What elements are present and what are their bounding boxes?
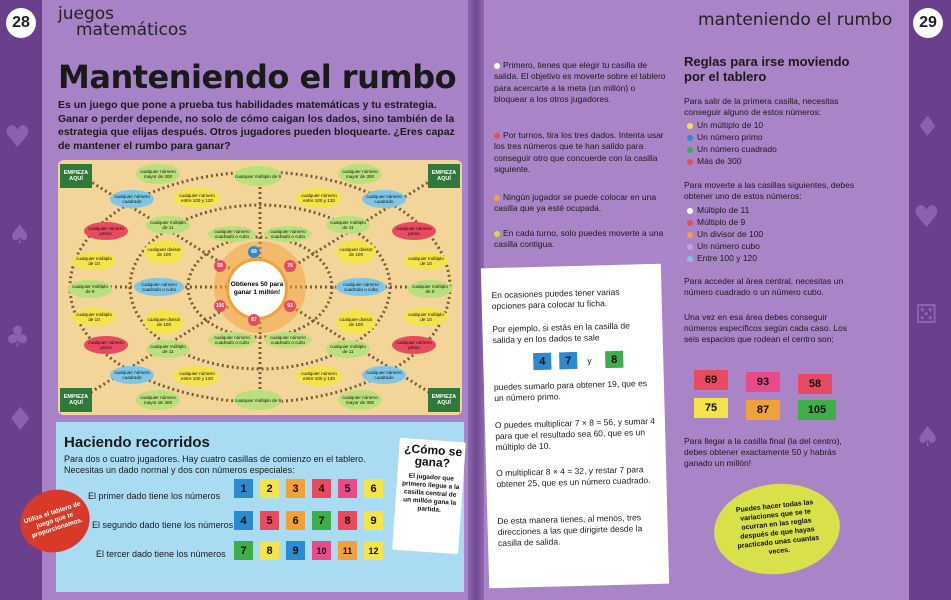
- board-cell: cualquier divisor de 100: [336, 240, 376, 264]
- bullet-dot-icon: [687, 220, 693, 226]
- bullet-item: Ningún jugador se puede colocar en una casilla que ya esté ocupada.: [494, 192, 657, 214]
- rules-list-item: Un múltiplo de 10: [687, 120, 763, 131]
- board-cell: cualquier número cuadrado o cubo: [336, 278, 386, 296]
- board-cell: cualquier divisor de 100: [144, 310, 184, 334]
- die-face: 4: [234, 511, 253, 530]
- board-cell: cualquier divisor de 100: [144, 240, 184, 264]
- board-cell: cualquier número primo: [84, 222, 128, 240]
- die-label-3: El tercer dado tiene los números: [96, 549, 226, 559]
- bullet-dot-icon: [687, 232, 693, 238]
- rules-paragraph: Para llegar a la casilla final (la del centro), debes obtener exactamente 50 y habrás ganado un millón!: [684, 436, 842, 468]
- die-face: 3: [286, 479, 305, 498]
- page-number-right: 29: [913, 8, 943, 38]
- board-cell: cualquier número entre 100 y 120: [296, 366, 342, 386]
- bullet-item: Por turnos, tira los tres dados. Intenta usar los tres números que te han salido para conseguir otro que concuerde con la casilla siguiente.: [494, 130, 664, 174]
- club-icon: ♣: [5, 320, 31, 353]
- board-cell: cualquier múltiplo de 9: [408, 280, 452, 298]
- die-face: 1: [234, 479, 253, 498]
- bullet-dot-icon: [494, 63, 500, 69]
- rules-list-item: Múltiplo de 11: [687, 205, 749, 216]
- variations-sticker: Puedes hacer todas las variaciones que se te ocurran en las reglas después de que hayas practicado unas cuantas veces.: [710, 478, 845, 581]
- board-cell: cualquier número cuadrado: [110, 366, 154, 384]
- die-face: 9: [286, 541, 305, 560]
- board-cell: cualquier múltiplo de 11: [326, 340, 370, 358]
- ring-number: 93: [284, 300, 296, 312]
- die-face: 8: [338, 511, 357, 530]
- bullet-dot-icon: [687, 123, 693, 129]
- board-cell: cualquier divisor de 100: [336, 310, 376, 334]
- board-cell: cualquier número mayor de 300: [338, 390, 382, 410]
- rules-list-item: Un número cuadrado: [687, 144, 777, 155]
- bullet-dot-icon: [687, 244, 693, 250]
- start-tag-top-left: EMPIEZA AQUÍ: [60, 164, 92, 188]
- board-cell: cualquier número cuadrado: [362, 190, 406, 208]
- die-face-icon: ⚄: [915, 300, 938, 330]
- section-title-line-1: juegos: [58, 4, 115, 24]
- heart-icon: ♥: [4, 120, 31, 155]
- example-die: 7: [559, 352, 577, 369]
- board-cell: cualquier número cuadrado o cubo: [208, 332, 256, 348]
- bullet-dot-icon: [494, 195, 500, 201]
- board-cell: cualquier número primo: [84, 336, 128, 354]
- card-paragraph: puedes sumarlo para obtener 19, que es un número primo.: [493, 378, 648, 404]
- bullet-dot-icon: [687, 147, 693, 153]
- center-number-tile: 69: [694, 370, 728, 390]
- example-die: 4: [533, 353, 551, 370]
- die-face: 12: [364, 541, 383, 560]
- board-cell: cualquier número entre 100 y 120: [174, 366, 220, 386]
- center-number-tile: 105: [798, 400, 836, 420]
- rules-list-item: Múltiplo de 9: [687, 217, 745, 228]
- board-cell: cualquier múltiplo de 10: [72, 308, 116, 326]
- example-die: 8: [605, 351, 623, 368]
- card-paragraph: O puedes multiplicar 7 × 8 = 56, y sumar 4 para que el resultado sea 60, que es un múltiplo de 10.: [494, 415, 656, 453]
- die-face: 2: [260, 479, 279, 498]
- board-cell: cualquier número mayor de 300: [338, 164, 382, 184]
- die-face: 11: [338, 541, 357, 560]
- bullet-dot-icon: [494, 231, 500, 237]
- intro-text: Es un juego que pone a prueba tus habilidades matemáticas y tu estrategia. Ganar o perder depende, no solo de cómo caigan los dados, sino también de la estrategia que elijas después. Otros jugadores pueden bloquearte. ¿Eres capaz de mantener el rumbo para ganar?: [58, 99, 455, 152]
- die-face: 7: [234, 541, 253, 560]
- die-face: 9: [364, 511, 383, 530]
- card-paragraph: Por ejemplo, si estás en la casilla de salida y en los dados te sale: [492, 320, 631, 346]
- board-cell: cualquier número cuadrado o cubo: [264, 332, 312, 348]
- center-number-tile: 58: [798, 374, 832, 394]
- ring-number: 87: [248, 314, 260, 326]
- right-edge-decoration: [909, 0, 951, 600]
- die-face: 10: [312, 541, 331, 560]
- rules-paragraph: Para salir de la primera casilla, necesitas conseguir alguno de estos números:: [684, 96, 839, 117]
- board-center-goal: Obtienes 50 para ganar 1 millón!: [226, 258, 288, 320]
- start-tag-bottom-left: EMPIEZA AQUÍ: [60, 388, 92, 412]
- die-face: 8: [260, 541, 279, 560]
- page-title: Manteniendo el rumbo: [58, 58, 457, 96]
- die-face: 6: [286, 511, 305, 530]
- center-number-tile: 87: [746, 400, 780, 420]
- spade-icon: ♠: [8, 220, 32, 250]
- rules-paragraph: Para acceder al área central, necesitas un número cuadrado o un número cubo.: [684, 276, 844, 297]
- center-number-tile: 93: [746, 372, 780, 392]
- ring-number: 69: [248, 246, 260, 258]
- rules-paragraph: Para moverte a las casillas siguientes, debes obtener uno de estos números:: [684, 180, 855, 201]
- die-face: 7: [312, 511, 331, 530]
- section-title-right: manteniendo el rumbo: [698, 10, 893, 30]
- example-card: [481, 264, 669, 589]
- board-cell: cualquier número mayor de 300: [136, 164, 180, 184]
- heart-icon: ♥: [913, 200, 940, 235]
- rules-list-item: Un divisor de 100: [687, 229, 763, 240]
- board-sticker: Utiliza el tablero de juego que te proporcionamos.: [12, 481, 98, 562]
- bullet-dot-icon: [687, 256, 693, 262]
- board-cell: cualquier número mayor de 300: [136, 390, 180, 410]
- die-face: 4: [312, 479, 331, 498]
- rules-list-item: Más de 300: [687, 156, 741, 167]
- spade-icon: ♠: [915, 420, 941, 453]
- card-paragraph: En ocasiones puedes tener varias opciones para colocar tu ficha.: [491, 286, 620, 312]
- board-cell: cualquier número entre 100 y 120: [174, 188, 220, 208]
- board-cell: cualquier número primo: [392, 222, 436, 240]
- bullet-item: Primero, tienes que elegir tu casilla de salida. El objetivo es moverte sobre el tablero para acercarte a la meta (un millón) o bloquear a los otros jugadores.: [494, 60, 666, 104]
- diamond-icon: ♦: [6, 400, 35, 438]
- board-cell: cualquier múltiplo de 10: [404, 308, 448, 326]
- como-se-gana-title: ¿Cómo se gana?: [403, 441, 463, 471]
- card-conjunction: y: [587, 355, 592, 366]
- center-number-tile: 75: [694, 398, 728, 418]
- recorridos-title: Haciendo recorridos: [64, 434, 210, 451]
- board-cell: cualquier número cuadrado o cubo: [134, 278, 184, 296]
- section-title-left: [58, 6, 187, 38]
- die-face: 5: [338, 479, 357, 498]
- board-cell: cualquier múltiplo de 9: [68, 280, 112, 298]
- card-paragraph: De esta manera tienes, al menos, tres direcciones a las que dirigirte desde la casilla de salida.: [497, 512, 643, 549]
- recorridos-text: Para dos o cuatro jugadores. Hay cuatro casillas de comienzo en el tablero. Necesitas un dado normal y dos con números especiales:: [64, 454, 366, 475]
- die-label-1: El primer dado tiene los números: [88, 491, 221, 501]
- board-cell: cualquier número cuadrado: [110, 190, 154, 208]
- bullet-dot-icon: [494, 133, 500, 139]
- board-cell: cualquier múltiplo de 10: [404, 252, 448, 270]
- board-cell: cualquier número primo: [392, 336, 436, 354]
- board-cell: cualquier múltiplo de 9: [234, 166, 282, 186]
- bullet-dot-icon: [687, 135, 693, 141]
- diamond-icon: ♦: [915, 110, 941, 143]
- rules-list-item: Un número primo: [687, 132, 763, 143]
- die-face: 6: [364, 479, 383, 498]
- board-cell: cualquier múltiplo de 11: [146, 340, 190, 358]
- section-title-line-2: matemáticos: [76, 20, 188, 40]
- game-board: [58, 160, 462, 415]
- ring-number: 58: [214, 260, 226, 272]
- bullet-dot-icon: [687, 208, 693, 214]
- start-tag-bottom-right: EMPIEZA AQUÍ: [428, 388, 460, 412]
- board-cell: cualquier número cuadrado o cubo: [264, 226, 312, 242]
- bullet-item: En cada turno, solo puedes moverte a una casilla contigua.: [494, 228, 664, 250]
- como-se-gana-box: [392, 438, 466, 554]
- board-cell: cualquier número cuadrado: [362, 366, 406, 384]
- rules-title: Reglas para irse moviendo por el tablero: [684, 54, 850, 84]
- board-cell: cualquier número entre 100 y 120: [296, 188, 342, 208]
- rules-list-item: Un número cubo: [687, 241, 760, 252]
- ring-number: 75: [284, 260, 296, 272]
- board-cell: cualquier múltiplo de 10: [72, 252, 116, 270]
- start-tag-top-right: EMPIEZA AQUÍ: [428, 164, 460, 188]
- ring-number: 105: [214, 300, 226, 312]
- bullet-dot-icon: [687, 159, 693, 165]
- como-se-gana-text: El jugador que primero llegue a la casilla central de un millón gana la partida.: [401, 472, 460, 514]
- board-cell: cualquier múltiplo de 11: [146, 216, 190, 234]
- die-label-2: El segundo dado tiene los números: [92, 520, 234, 530]
- die-face: 5: [260, 511, 279, 530]
- board-cell: cualquier múltiplo de 11: [326, 216, 370, 234]
- board-cell: cualquier múltiplo de 9: [234, 390, 282, 410]
- page-number-left: 28: [6, 8, 36, 38]
- card-paragraph: O multiplicar 8 × 4 = 32, y restar 7 para obtener 25, que es un número cuadrado.: [496, 464, 651, 490]
- rules-list-item: Entre 100 y 120: [687, 253, 757, 264]
- rules-paragraph: Una vez en esa área debes conseguir números específicos según cada caso. Los seis espacios que rodean el centro son:: [684, 312, 848, 344]
- board-cell: cualquier número cuadrado o cubo: [208, 226, 256, 242]
